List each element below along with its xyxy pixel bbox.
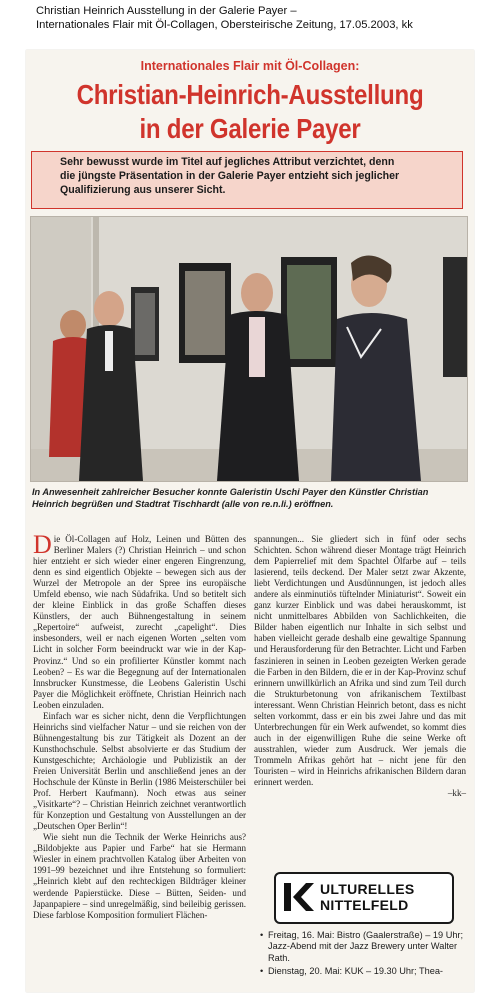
article-kicker: Internationales Flair mit Öl-Collagen:: [140, 59, 360, 73]
article-lead: [31, 151, 463, 209]
photo-caption: In Anwesenheit zahlreicher Besucher konnte Galeristin Uschi Payer den Künstler Christian Heinrich begrüßen und Stadtrat Tischhardt (alle von re.n.li.) eröffnen.: [32, 487, 429, 509]
header-line-1: Christian Heinrich Ausstellung in der Galerie Payer –: [36, 5, 297, 17]
kn-logo-icon: [282, 880, 316, 914]
lead-line-1: Sehr bewusst wurde im Titel auf jegliches Attribut verzichtet, denn: [60, 156, 395, 168]
dropcap: D: [33, 530, 52, 559]
paragraph-1-text: ie Öl-Collagen auf Holz, Leinen und Bütten des Berliner Malers (?) Christian Heinrich – und schon hier entzieht er sich wieder einer engeren Eingrenzung, denn es sind eigentlich Objekte – bewegen sich aus der Wurzel der Metropole an der Spree ins europäische Umfeld ebenso, wie nach Südafrika. Und so betitelt sich der kleine Einblick in das große Schaffen dieses Künstlers, der auch Bühnengestaltung in seinem „Repertoire“ aufweist, zurecht „capelight“. Dies insbesonders, weil er nach eigenen Worten „selten vom Licht in solcher Form beeindruckt war wie in der Kap-Provinz.“ Und so ein profilierter Künstler kommt nach Leoben? – Es war die Begegnung auf der Internationalen Innsbrucker Kunstmesse, die Leobens Galeristin Uschi Payer die Möglichkeit eröffnete, Christian Heinrich nach Leoben einzuladen.: [33, 534, 246, 710]
event-item: • Dienstag, 20. Mai: KUK – 19.30 Uhr; Thea-: [260, 966, 464, 977]
kn-title-line-1: ULTURELLES: [320, 881, 415, 897]
event-item: • Freitag, 16. Mai: Bistro (Gaalerstraße) – 19 Uhr; Jazz-Abend mit der Jazz Brewery unter Walter Rath.: [260, 930, 464, 964]
newspaper-clipping: [26, 50, 474, 992]
kn-title-line-2: NITTELFELD: [320, 897, 409, 913]
event-list: [260, 930, 464, 980]
kulturelles-knittelfeld-banner: [274, 872, 454, 924]
article-column-1: [33, 530, 246, 921]
headline-line-1: Christian-Heinrich-Ausstellung: [76, 79, 424, 110]
article-photo: [30, 216, 468, 482]
paragraph-4: spannungen... Sie gliedert sich in fünf oder sechs Schichten. Schon während dieser Montage trägt Heinrich dem Papierrelief mit dem Spachtel Ölfarbe auf – teils lasierend, teils deckend. Der Maler setzt zwar Akzente, liebt Verdichtungen und Ausdünnungen, ist jedoch alles andere als einminutiös tüftelnder Miniaturist“. Soweit ein ganz kurzer Einblick und was dabei herauskommt, ist nicht unmittelbares Abbilden von Sachlichkeiten, die Bilder haben eigentlich nur Inhalte in sich selbst und haben vielleicht gerade deshalb eine gewaltige Spannung und Herausforderung für den Betrachter. Licht und Farben faszinieren in seinen in Leoben gezeigten Werken gerade die Farben in den Bildern, die er in der Kap-Provinz schuf erinnern unwillkürlich an Afrika und sind zum Teil durch die Strukturbetonung von afrikanischem Textilbast interessant. Wenn Christian Heinrich betont, dass es nicht selten vorkommt, dass er ein bis zwei Jahre und das mit Unterbrechungen für ein Werk aufwendet, so kommt dies auch in der eigenwilligen Ruhe die seine Werke oft ausstrahlen, wieder zum Ausdruck. Wer jemals die Trommeln Afrikas gehört hat – nicht jene für den Touristen – wird in Heinrichs afrikanischen Bildern daran erinnert werden.: [254, 534, 466, 788]
paragraph-2: Einfach war es sicher nicht, denn die Verpflichtungen Heinrichs sind vielfacher Natur – und sie reichen von der Bühnengestaltung bis zur Tätigkeit als Dozent an der Kunsthochschule. Selbst absolvierte er das Studium der Kunstgeschichte; Archäologie und Publizistik an der Freien Universität Berlin und anschließend jenes an der Hochschule der Künste in Berlin (1986 Meisterschüler bei Prof. Herbert Kaufmann). Noch etwas aus seiner „Visitkarte“? – Christian Heinrich zeichnet verantwortlich für Konzeption und Gestaltung von Ausstellungen an der „Deutschen Oper Berlin“!: [33, 710, 246, 832]
paragraph-1: [33, 530, 246, 711]
document-header: [36, 4, 476, 32]
article-column-2: [254, 534, 466, 799]
headline-line-2: in der Galerie Payer: [139, 113, 361, 144]
event-info-box: [254, 872, 466, 992]
gallery-photo-illustration: [31, 217, 467, 481]
lead-line-3: Qualifizierung aus unserer Sicht.: [60, 184, 226, 196]
lead-line-2: die jüngste Präsentation in der Galerie Payer entzieht sich jeglicher: [60, 170, 400, 182]
author-signature: –kk–: [447, 788, 466, 799]
article-headline: [57, 78, 442, 146]
paragraph-3: Wie sieht nun die Technik der Werke Heinrichs aus? „Bildobjekte aus Papier und Farbe“ hat sie Hermann Wiesler in einem prachtvollen Katalog über Arbeiten von 1991–99 bezeichnet und ihre Entstehung so formuliert: „Heinrich klebt auf den rechteckigen Bildträger kleiner werdende Papierstücke. Diese – Bütten, Seiden- und Japanpapiere – sind unregelmäßig, sind beileibig gerissen. Diese farblose Komposition formuliert Flächen-: [33, 832, 246, 920]
header-line-2: Internationales Flair mit Öl-Collagen, Obersteirische Zeitung, 17.05.2003, kk: [36, 19, 413, 31]
kn-title: [320, 881, 415, 913]
